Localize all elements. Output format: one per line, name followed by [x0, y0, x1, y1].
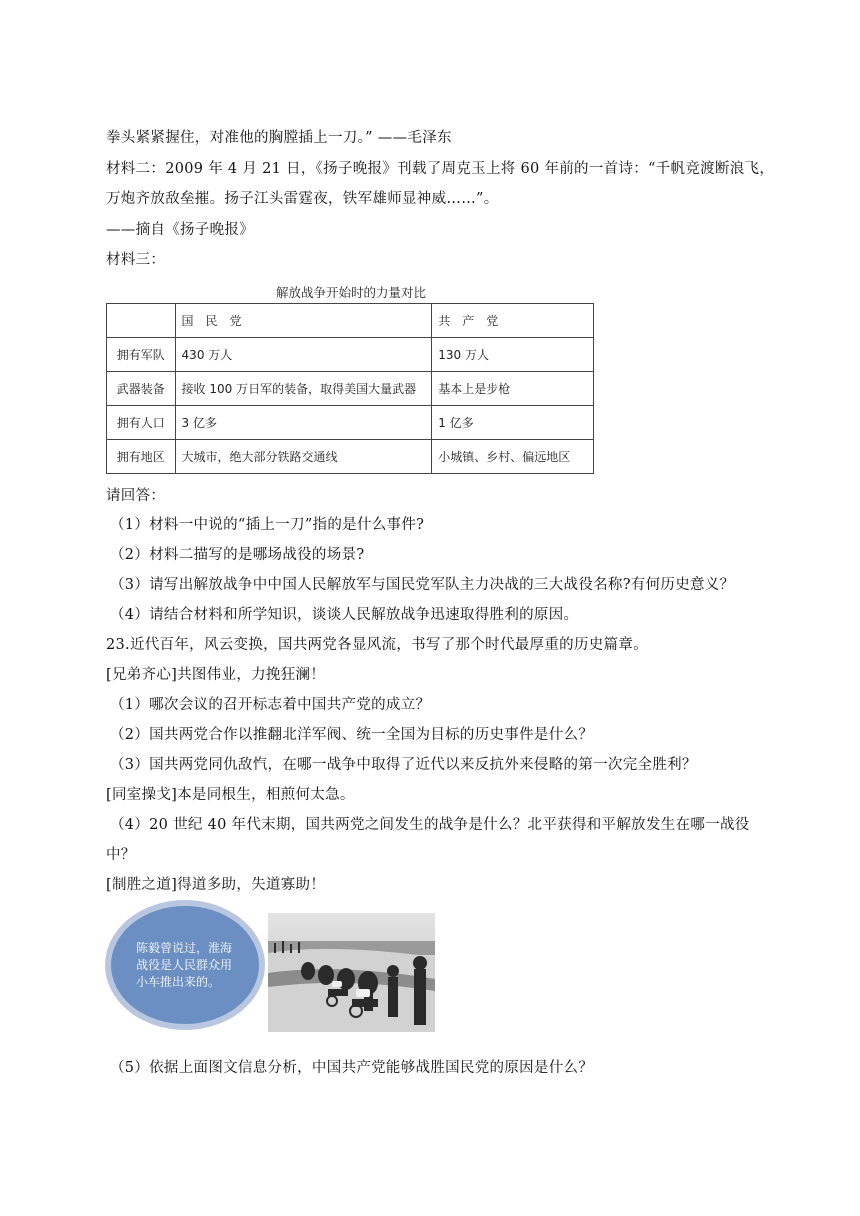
section-brothers: [兄弟齐心]共图伟业，力挽狂澜！	[106, 667, 326, 683]
q23-2: （2）国共两党合作以推翻北洋军阀、统一全国为目标的历史事件是什么？	[110, 727, 594, 743]
wheelbarrow-convoy-photo	[268, 913, 435, 1032]
answer-prompt: 请回答：	[106, 488, 166, 504]
force-comparison-table	[106, 303, 594, 474]
table-cell: 3 亿多	[175, 406, 432, 440]
table-cell: 拥有地区	[107, 440, 176, 474]
question-1: （1）材料一中说的“插上一刀”指的是什么事件?	[110, 517, 425, 533]
quote-text: 陈毅曾说过，淮海战役是人民群众用小车推出来的。	[136, 940, 233, 989]
table-cell: 基本上是步枪	[432, 372, 594, 406]
question-3: （3）请写出解放战争中中国人民解放军与国民党军队主力决战的三大战役名称?有何历史意义？	[110, 577, 735, 593]
table-cell: 大城市，绝大部分铁路交通线	[175, 440, 432, 474]
table-row	[107, 440, 594, 474]
question-23-intro: 23.近代百年，风云变换，国共两党各显风流，书写了那个时代最厚重的历史篇章。	[106, 637, 648, 653]
material-one-ending: 拳头紧紧握住，对准他的胸膛插上一刀。” ——毛泽东	[106, 130, 452, 146]
section-civil-strife: [同室操戈]本是同根生，相煎何太急。	[106, 787, 355, 803]
table-cell: 1 亿多	[432, 406, 594, 440]
section-victory: [制胜之道]得道多助，失道寡助！	[106, 877, 326, 893]
table-header-cell	[107, 304, 176, 338]
table-row	[107, 406, 594, 440]
material-two-line-1: 材料二：2009 年 4 月 21 日，《扬子晚报》刊载了周克玉上将 60 年前的一首诗：“千帆竞渡断浪飞，	[106, 161, 775, 177]
table-header-row	[107, 304, 594, 338]
table-cell: 武器装备	[107, 372, 176, 406]
quote-circle	[105, 900, 265, 1030]
question-2: （2）材料二描写的是哪场战役的场景?	[110, 547, 365, 563]
question-4: （4）请结合材料和所学知识，谈谈人民解放战争迅速取得胜利的原因。	[110, 607, 579, 623]
table-cell: 130 万人	[432, 338, 594, 372]
material-three-label: 材料三：	[106, 252, 166, 268]
table-cell: 430 万人	[175, 338, 432, 372]
table-title: 解放战争开始时的力量对比	[275, 285, 426, 300]
material-two-line-2: 万炮齐放敌垒摧。扬子江头雷霆夜，铁军雄师显神威……”。	[106, 191, 499, 207]
quote-circle-inner	[111, 906, 259, 1024]
table-row	[107, 372, 594, 406]
material-two-source: ——摘自《扬子晚报》	[106, 222, 254, 238]
table-cell: 拥有军队	[107, 338, 176, 372]
table-header-cell: 共 产 党	[432, 304, 594, 338]
table-cell: 接收 100 万日军的装备，取得美国大量武器	[175, 372, 432, 406]
q23-3: （3）国共两党同仇敌忾，在哪一战争中取得了近代以来反抗外来侵略的第一次完全胜利？	[110, 757, 697, 773]
q23-5: （5）依据上面图文信息分析，中国共产党能够战胜国民党的原因是什么？	[110, 1060, 594, 1076]
table-cell: 拥有人口	[107, 406, 176, 440]
q23-4-line-2: 中？	[106, 847, 136, 863]
q23-1: （1）哪次会议的召开标志着中国共产党的成立？	[110, 697, 431, 713]
table-row	[107, 338, 594, 372]
q23-4-line-1: （4）20 世纪 40 年代末期，国共两党之间发生的战争是什么？北平获得和平解放发生在哪一战役	[110, 817, 750, 833]
table-header-cell: 国 民 党	[175, 304, 432, 338]
table-cell: 小城镇、乡村、偏远地区	[432, 440, 594, 474]
